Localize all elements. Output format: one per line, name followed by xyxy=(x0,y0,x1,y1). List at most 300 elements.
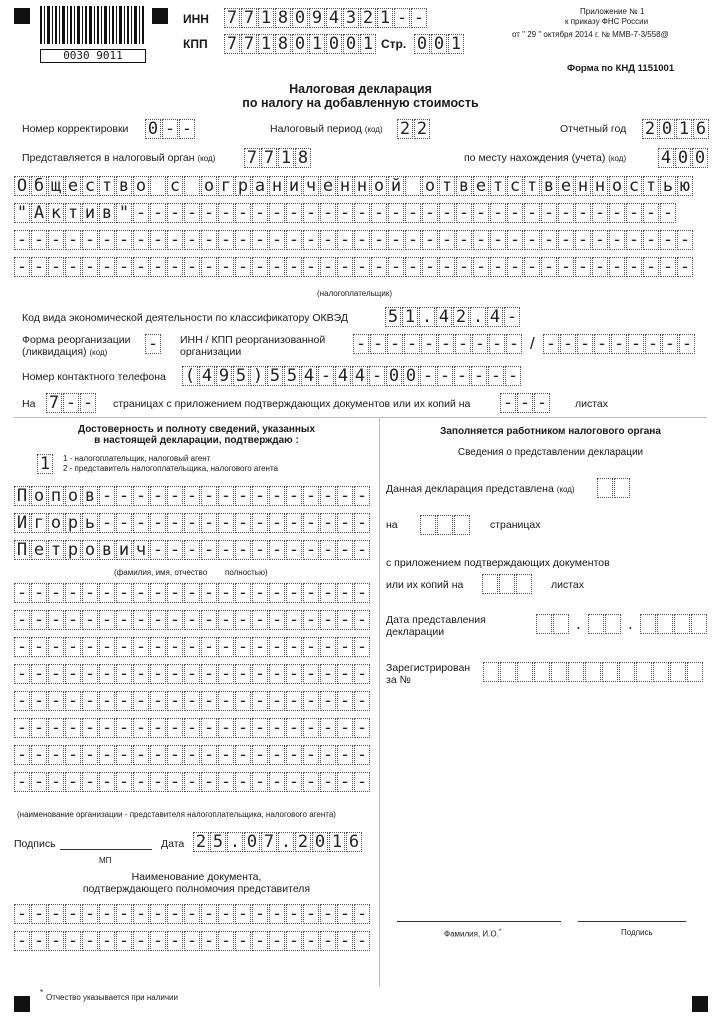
authority-label-text: Представляется в налоговый орган xyxy=(22,152,195,164)
char-cell: 6 xyxy=(346,832,362,852)
char-cell: - xyxy=(506,334,522,354)
char-cell: - xyxy=(48,772,64,792)
char-cell: - xyxy=(235,513,251,533)
char-cell: - xyxy=(252,745,268,765)
char-cell: - xyxy=(303,772,319,792)
char-cell: - xyxy=(354,230,370,250)
empty-cell xyxy=(516,574,532,594)
char-cell: о xyxy=(133,176,149,196)
char-cell: - xyxy=(150,610,166,630)
char-cell: - xyxy=(354,257,370,277)
year-label: Отчетный год xyxy=(560,123,627,135)
char-cell: - xyxy=(133,691,149,711)
char-cell: - xyxy=(437,366,453,386)
char-cell: - xyxy=(421,334,437,354)
char-cell: - xyxy=(371,257,387,277)
char-cell: - xyxy=(269,664,285,684)
char-cell: 1 xyxy=(309,34,325,54)
fio-line xyxy=(397,921,561,922)
char-cell: т xyxy=(490,176,506,196)
char-cell: - xyxy=(439,257,455,277)
corner-marker-bottom-left xyxy=(14,996,30,1012)
char-cell: - xyxy=(320,610,336,630)
char-cell: - xyxy=(303,230,319,250)
location-label xyxy=(464,152,626,164)
empty-cell xyxy=(454,515,470,535)
char-cell: - xyxy=(201,637,217,657)
char-cell: - xyxy=(184,513,200,533)
presented-label xyxy=(386,483,575,495)
char-cell: - xyxy=(320,486,336,506)
char-cell: - xyxy=(422,257,438,277)
char-cell: - xyxy=(320,904,336,924)
grid-row xyxy=(14,904,371,924)
char-cell: - xyxy=(133,486,149,506)
char-cell: - xyxy=(320,691,336,711)
char-cell: - xyxy=(405,203,421,223)
char-cell: - xyxy=(48,931,64,951)
char-cell: - xyxy=(490,230,506,250)
char-cell: - xyxy=(218,513,234,533)
authority-label xyxy=(22,152,215,164)
char-cell: - xyxy=(320,257,336,277)
char-cell: - xyxy=(218,583,234,603)
char-cell: - xyxy=(99,718,115,738)
char-cell: - xyxy=(150,904,166,924)
char-cell: - xyxy=(320,718,336,738)
char-cell: - xyxy=(116,904,132,924)
char-cell: ь xyxy=(660,176,676,196)
period-code-hint: (код) xyxy=(364,125,383,134)
char-cell: - xyxy=(609,230,625,250)
appendix-line-3: от " 29 " октября 2014 г. № ММВ-7-3/558@ xyxy=(512,30,669,39)
corner-marker-bottom-right xyxy=(692,996,708,1012)
empty-cell xyxy=(614,478,630,498)
char-cell: - xyxy=(65,257,81,277)
char-cell: в xyxy=(541,176,557,196)
char-cell: - xyxy=(471,366,487,386)
char-cell: - xyxy=(48,637,64,657)
char-cell: - xyxy=(116,772,132,792)
char-cell: - xyxy=(252,904,268,924)
empty-cell xyxy=(640,614,656,634)
location-label-text: по месту нахождения (учета) xyxy=(464,152,606,164)
reg-number-cells xyxy=(483,662,704,682)
correction-cells xyxy=(145,119,196,139)
char-cell: - xyxy=(48,610,64,630)
char-cell: 5 xyxy=(385,307,401,327)
char-cell: в xyxy=(99,203,115,223)
char-cell: н xyxy=(592,176,608,196)
char-cell: - xyxy=(235,583,251,603)
char-cell: е xyxy=(320,176,336,196)
char-cell: - xyxy=(286,486,302,506)
char-cell: - xyxy=(133,772,149,792)
char-cell: - xyxy=(269,486,285,506)
char-cell: - xyxy=(337,904,353,924)
char-cell: - xyxy=(626,230,642,250)
empty-cell xyxy=(568,662,584,682)
char-cell: ь xyxy=(82,513,98,533)
empty-cell xyxy=(534,662,550,682)
char-cell: И xyxy=(14,513,30,533)
char-cell: - xyxy=(643,230,659,250)
char-cell: в xyxy=(82,486,98,506)
char-cell: - xyxy=(218,745,234,765)
grid-row xyxy=(14,540,371,560)
char-cell: 2 xyxy=(414,119,430,139)
char-cell: - xyxy=(337,486,353,506)
org-name-grid xyxy=(14,583,371,799)
char-cell: 5 xyxy=(233,366,249,386)
char-cell: - xyxy=(541,230,557,250)
char-cell: - xyxy=(303,745,319,765)
date-label: Дата xyxy=(161,838,185,850)
char-cell: - xyxy=(303,203,319,223)
empty-cell xyxy=(691,614,707,634)
char-cell: - xyxy=(48,664,64,684)
char-cell: - xyxy=(524,203,540,223)
char-cell: - xyxy=(82,637,98,657)
empty-cell xyxy=(420,515,436,535)
char-cell: - xyxy=(577,334,593,354)
char-cell: - xyxy=(507,203,523,223)
char-cell: - xyxy=(354,610,370,630)
char-cell: - xyxy=(303,664,319,684)
char-cell: 7 xyxy=(241,8,257,28)
char-cell: - xyxy=(643,257,659,277)
char-cell: - xyxy=(541,203,557,223)
char-cell: - xyxy=(354,718,370,738)
char-cell: - xyxy=(303,513,319,533)
char-cell: - xyxy=(184,203,200,223)
page-label: Стр. xyxy=(381,37,407,51)
char-cell: н xyxy=(354,176,370,196)
grid-row xyxy=(14,931,371,951)
char-cell: - xyxy=(31,745,47,765)
char-cell: т xyxy=(65,203,81,223)
char-cell: - xyxy=(14,745,30,765)
char-cell: - xyxy=(354,664,370,684)
char-cell: - xyxy=(369,366,385,386)
char-cell: - xyxy=(184,257,200,277)
char-cell: - xyxy=(405,230,421,250)
char-cell: - xyxy=(455,334,471,354)
char-cell: н xyxy=(337,176,353,196)
char-cell: - xyxy=(31,637,47,657)
char-cell: - xyxy=(371,203,387,223)
char-cell: г xyxy=(218,176,234,196)
signer-type-cell xyxy=(37,454,54,474)
char-cell: 1 xyxy=(258,34,274,54)
char-cell: 2 xyxy=(193,832,209,852)
char-cell: - xyxy=(167,718,183,738)
char-cell: ч xyxy=(133,540,149,560)
char-cell: - xyxy=(167,664,183,684)
char-cell: - xyxy=(534,393,550,413)
char-cell: 2 xyxy=(360,8,376,28)
char-cell: - xyxy=(82,691,98,711)
char-cell: - xyxy=(116,230,132,250)
char-cell: - xyxy=(82,718,98,738)
char-cell: - xyxy=(318,366,334,386)
char-cell: - xyxy=(116,691,132,711)
char-cell: - xyxy=(133,931,149,951)
grid-row xyxy=(14,486,371,506)
char-cell: - xyxy=(150,691,166,711)
char-cell: - xyxy=(592,230,608,250)
char-cell: - xyxy=(286,718,302,738)
char-cell: - xyxy=(82,931,98,951)
char-cell: - xyxy=(31,257,47,277)
char-cell: - xyxy=(63,393,79,413)
char-cell: - xyxy=(184,772,200,792)
char-cell: - xyxy=(235,745,251,765)
year-cells xyxy=(642,119,710,139)
char-cell: - xyxy=(82,230,98,250)
reorg-kpp-cells xyxy=(543,334,696,354)
char-cell: - xyxy=(218,691,234,711)
page-cells xyxy=(414,34,465,54)
char-cell: 2 xyxy=(295,832,311,852)
empty-cell xyxy=(636,662,652,682)
char-cell: - xyxy=(201,745,217,765)
right-sheets-label: листах xyxy=(551,579,585,591)
char-cell: - xyxy=(201,257,217,277)
char-cell: - xyxy=(504,307,520,327)
char-cell: - xyxy=(184,664,200,684)
char-cell: о xyxy=(201,176,217,196)
char-cell: - xyxy=(184,931,200,951)
char-cell: в xyxy=(456,176,472,196)
char-cell: - xyxy=(609,203,625,223)
empty-cell xyxy=(437,515,453,535)
char-cell: - xyxy=(31,772,47,792)
char-cell: 1 xyxy=(37,454,53,474)
char-cell: н xyxy=(575,176,591,196)
char-cell: - xyxy=(167,772,183,792)
char-cell: - xyxy=(490,257,506,277)
char-cell: - xyxy=(303,637,319,657)
char-cell: - xyxy=(252,718,268,738)
char-cell: 7 xyxy=(261,148,277,168)
barcode-bars-icon xyxy=(40,6,146,44)
char-cell: е xyxy=(473,176,489,196)
presented-label-text: Данная декларация представлена xyxy=(386,483,554,495)
char-cell: - xyxy=(354,203,370,223)
char-cell: - xyxy=(167,637,183,657)
char-cell: - xyxy=(252,691,268,711)
char-cell: - xyxy=(575,230,591,250)
char-cell: - xyxy=(269,610,285,630)
char-cell: - xyxy=(31,718,47,738)
char-cell: р xyxy=(235,176,251,196)
char-cell: П xyxy=(14,486,30,506)
char-cell: - xyxy=(167,745,183,765)
char-cell: - xyxy=(235,610,251,630)
char-cell: - xyxy=(235,486,251,506)
char-cell: - xyxy=(184,540,200,560)
char-cell: - xyxy=(48,718,64,738)
char-cell: - xyxy=(31,664,47,684)
char-cell: - xyxy=(99,486,115,506)
char-cell: р xyxy=(65,513,81,533)
char-cell: - xyxy=(179,119,195,139)
char-cell: - xyxy=(218,257,234,277)
char-cell: - xyxy=(201,718,217,738)
char-cell: - xyxy=(354,637,370,657)
char-cell: - xyxy=(48,745,64,765)
signature-line xyxy=(60,849,152,850)
char-cell: - xyxy=(594,334,610,354)
char-cell: - xyxy=(116,583,132,603)
char-cell: - xyxy=(269,772,285,792)
char-cell: " xyxy=(116,203,132,223)
name-caption-2: полностью) xyxy=(225,568,268,577)
char-cell: о xyxy=(371,176,387,196)
char-cell: - xyxy=(99,257,115,277)
char-cell: 7 xyxy=(224,8,240,28)
char-cell: - xyxy=(269,904,285,924)
signature-label: Подпись xyxy=(14,838,56,850)
char-cell: - xyxy=(184,904,200,924)
char-cell: - xyxy=(677,230,693,250)
char-cell: - xyxy=(82,610,98,630)
char-cell: н xyxy=(269,176,285,196)
char-cell: 4 xyxy=(335,366,351,386)
char-cell: - xyxy=(354,904,370,924)
char-cell: 0 xyxy=(659,119,675,139)
char-cell: - xyxy=(167,513,183,533)
signer-name-grid xyxy=(14,486,371,567)
char-cell: - xyxy=(167,486,183,506)
char-cell: - xyxy=(252,931,268,951)
char-cell: - xyxy=(184,745,200,765)
char-cell: - xyxy=(337,540,353,560)
char-cell: - xyxy=(269,691,285,711)
char-cell: - xyxy=(80,393,96,413)
char-cell: 4 xyxy=(326,8,342,28)
char-cell: - xyxy=(218,230,234,250)
empty-cell xyxy=(483,662,499,682)
pages-on-label: На xyxy=(22,398,36,410)
char-cell: - xyxy=(337,745,353,765)
grid-row xyxy=(14,513,371,533)
period-label-text: Налоговый период xyxy=(270,123,362,135)
char-cell: - xyxy=(82,772,98,792)
char-cell: с xyxy=(82,176,98,196)
inn-cells xyxy=(224,8,428,28)
grid-row xyxy=(14,230,694,250)
char-cell: - xyxy=(575,257,591,277)
grid-row xyxy=(14,691,371,711)
char-cell: - xyxy=(82,904,98,924)
char-cell: - xyxy=(184,486,200,506)
char-cell: - xyxy=(235,203,251,223)
char-cell: - xyxy=(82,745,98,765)
char-cell: - xyxy=(286,691,302,711)
char-cell: 7 xyxy=(46,393,62,413)
char-cell: - xyxy=(500,393,516,413)
char-cell: е xyxy=(31,540,47,560)
char-cell: - xyxy=(14,230,30,250)
empty-cell xyxy=(553,614,569,634)
char-cell: - xyxy=(269,718,285,738)
char-cell: - xyxy=(31,230,47,250)
char-cell: - xyxy=(99,745,115,765)
char-cell: - xyxy=(65,230,81,250)
char-cell: 2 xyxy=(453,307,469,327)
char-cell: - xyxy=(420,366,436,386)
char-cell: - xyxy=(65,904,81,924)
char-cell: - xyxy=(473,203,489,223)
char-cell: - xyxy=(99,230,115,250)
right-date-label-2: декларации xyxy=(386,626,445,638)
char-cell: 8 xyxy=(295,148,311,168)
char-cell: ( xyxy=(182,366,198,386)
taxpayer-name-grid xyxy=(14,176,694,284)
char-cell: - xyxy=(14,664,30,684)
char-cell: - xyxy=(133,904,149,924)
char-cell: - xyxy=(645,334,661,354)
char-cell: - xyxy=(31,931,47,951)
char-cell: 9 xyxy=(216,366,232,386)
char-cell: П xyxy=(14,540,30,560)
char-cell: - xyxy=(320,230,336,250)
empty-cell xyxy=(670,662,686,682)
mp-label: МП xyxy=(99,856,112,865)
char-cell: - xyxy=(167,583,183,603)
char-cell: - xyxy=(628,334,644,354)
char-cell: - xyxy=(252,513,268,533)
char-cell: - xyxy=(592,203,608,223)
grid-row xyxy=(14,637,371,657)
char-cell: - xyxy=(490,203,506,223)
char-cell: - xyxy=(201,203,217,223)
section-divider xyxy=(14,417,707,418)
empty-cell xyxy=(588,614,604,634)
reorg-form-label-2 xyxy=(22,346,107,358)
char-cell: - xyxy=(218,664,234,684)
char-cell: - xyxy=(660,203,676,223)
right-date-dot-1: . xyxy=(576,614,581,633)
reorg-form-label-1: Форма реорганизации xyxy=(22,334,131,346)
char-cell: - xyxy=(65,772,81,792)
char-cell: 3 xyxy=(343,8,359,28)
char-cell: - xyxy=(184,637,200,657)
right-sheets-cells xyxy=(482,574,533,594)
char-cell: 2 xyxy=(642,119,658,139)
char-cell: - xyxy=(133,230,149,250)
char-cell: - xyxy=(472,334,488,354)
char-cell: - xyxy=(201,230,217,250)
char-cell: - xyxy=(337,257,353,277)
char-cell: - xyxy=(218,203,234,223)
char-cell: - xyxy=(14,691,30,711)
footer-note: Отчество указывается при наличии xyxy=(46,993,178,1002)
char-cell: с xyxy=(167,176,183,196)
correction-label: Номер корректировки xyxy=(22,123,129,135)
char-cell: - xyxy=(303,931,319,951)
char-cell: - xyxy=(269,583,285,603)
char-cell: - xyxy=(116,931,132,951)
char-cell: - xyxy=(320,664,336,684)
char-cell: - xyxy=(235,540,251,560)
char-cell: и xyxy=(82,203,98,223)
char-cell: 0 xyxy=(343,34,359,54)
char-cell: - xyxy=(370,334,386,354)
char-cell: - xyxy=(235,904,251,924)
